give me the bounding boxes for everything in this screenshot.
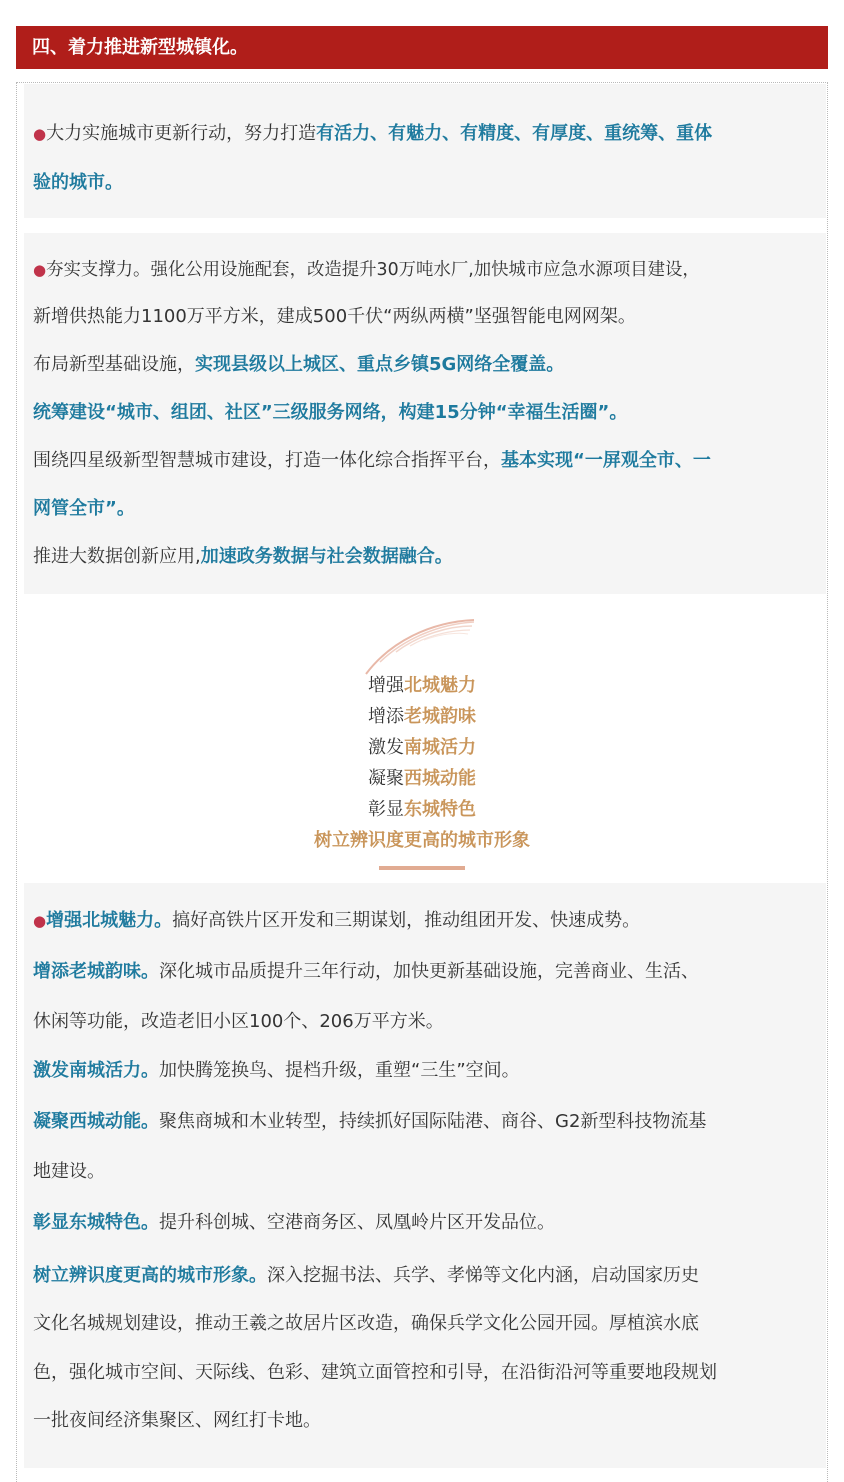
south-city-line: 激发南城活力。加快腾笼换鸟、提档升级，重塑“三生”空间。 (33, 1060, 520, 1081)
renewal-line-2: 验的城市。 (33, 172, 123, 193)
summary-item: 彰显东城特色 (368, 799, 476, 820)
renewal-line-1: ●大力实施城市更新行动，努力打造有活力、有魅力、有精度、有厚度、重统筹、重体 (33, 123, 713, 144)
east-city-line: 彰显东城特色。提升科创城、空港商务区、凤凰岭片区开发品位。 (33, 1212, 555, 1233)
summary-closing: 树立辨识度更高的城市形象 (314, 830, 530, 851)
city-image-line-1: 树立辨识度更高的城市形象。深入挖掘书法、兵学、孝悌等文化内涵，启动国家历史 (33, 1265, 699, 1286)
big-data-line: 推进大数据创新应用,加速政务数据与社会数据融合。 (33, 546, 453, 567)
old-city-line-1: 增添老城韵味。深化城市品质提升三年行动，加快更新基础设施，完善商业、生活、 (33, 961, 699, 982)
city-image-line-4: 一批夜间经济集聚区、网红打卡地。 (33, 1410, 321, 1431)
city-image-line-2: 文化名城规划建设，推动王羲之故居片区改造，确保兵学文化公园开园。厚植滨水底 (33, 1313, 699, 1334)
section-header (16, 26, 828, 69)
west-city-line-1: 凝聚西城动能。聚焦商城和木业转型，持续抓好国际陆港、商谷、G2新型科技物流基 (33, 1111, 707, 1132)
summary-item: 增强北城魅力 (368, 675, 476, 696)
summary-item: 增添老城韵味 (368, 706, 476, 727)
new-infra-line: 布局新型基础设施，实现县级以上城区、重点乡镇5G网络全覆盖。 (33, 354, 565, 375)
west-city-line-2: 地建设。 (33, 1161, 105, 1182)
smart-city-line-2: 网管全市”。 (33, 498, 135, 519)
summary-item: 激发南城活力 (368, 737, 476, 758)
bullet-icon: ● (33, 125, 47, 143)
summary-item: 凝聚西城动能 (368, 768, 476, 789)
bullet-icon: ● (33, 912, 47, 930)
bullet-icon: ● (33, 261, 47, 279)
smart-city-line-1: 围绕四星级新型智慧城市建设，打造一体化综合指挥平台，基本实现“一屏观全市、一 (33, 450, 711, 471)
feather-icon (360, 612, 480, 678)
urban-renewal-block (24, 84, 826, 218)
old-city-line-2: 休闲等功能，改造老旧小区100个、206万平方米。 (33, 1011, 444, 1032)
service-network-line: 统筹建设“城市、组团、社区”三级服务网络，构建15分钟“幸福生活圈”。 (33, 402, 628, 423)
section-title: 四、着力推进新型城镇化。 (32, 37, 248, 58)
support-line-2: 新增供热能力1100万平方米，建成500千伏“两纵两横”坚强智能电网网架。 (33, 306, 636, 327)
city-image-line-3: 色，强化城市空间、天际线、色彩、建筑立面管控和引导，在沿街沿河等重要地段规划 (33, 1362, 717, 1383)
divider (379, 866, 465, 870)
north-city-line: ●增强北城魅力。搞好高铁片区开发和三期谋划，推动组团开发、快速成势。 (33, 910, 641, 931)
support-line-1: ●夯实支撑力。强化公用设施配套，改造提升30万吨水厂,加快城市应急水源项目建设， (33, 260, 700, 280)
